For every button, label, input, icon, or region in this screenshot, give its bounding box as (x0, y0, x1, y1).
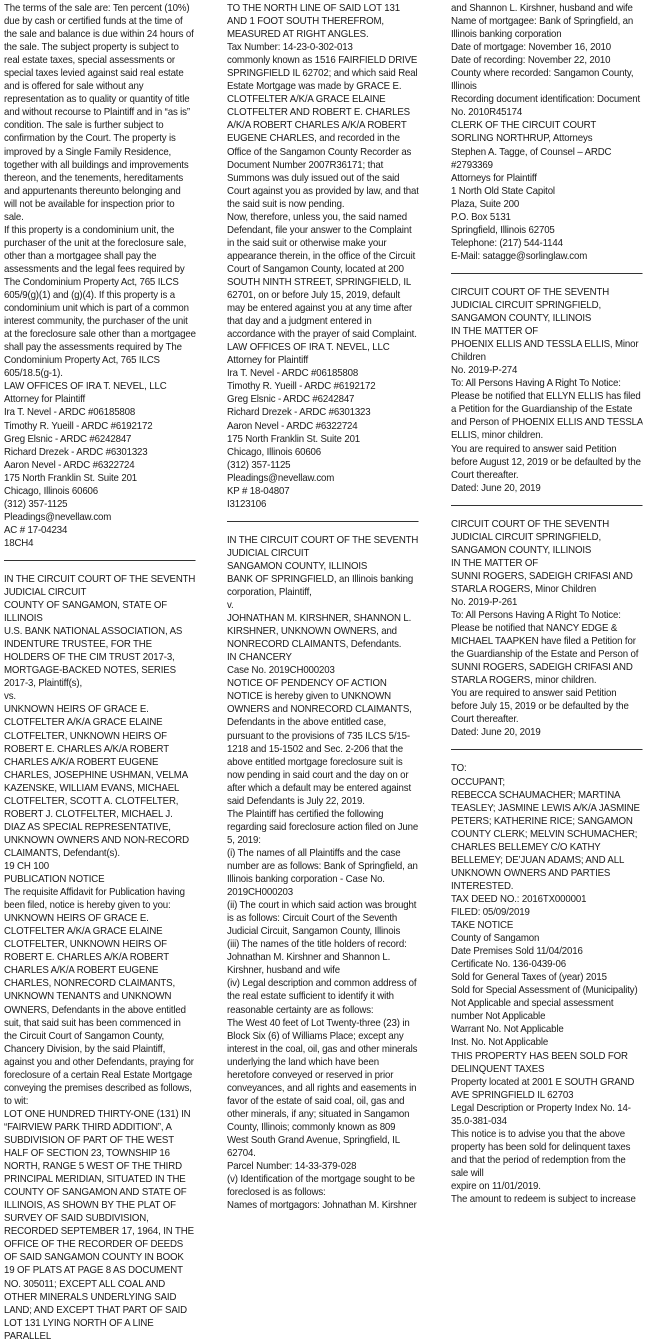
notice-line: (iii) The names of the title holders of record: Johnathan M. Kirshner and Shannon L. Kirshner, husband and wife (227, 939, 407, 977)
notice-divider (4, 560, 196, 561)
notice-line: LAW OFFICES OF IRA T. NEVEL, LLC (4, 381, 167, 393)
notice-line: Please be notified that ELLYN ELLIS has filed a Petition for the Guardianship of the Estate and Person of PHOENIX ELLIS AND TESSLA ELLIS, minor children. (450, 391, 643, 442)
notice-line: Property located at 2001 E SOUTH GRAND AVE SPRINGFIELD IL 62703 (450, 1076, 634, 1101)
notice-line: PUBLICATION NOTICE (4, 874, 105, 886)
notice-line: SORLING NORTHRUP, Attorneys (450, 133, 593, 145)
notice-pendency-of-action (227, 534, 419, 1212)
notice-line: Attorney for Plaintiff (227, 355, 309, 367)
notice-line: Richard Drezek - ARDC #6301323 (227, 407, 371, 419)
notice-line: (i) The names of all Plaintiffs and the case number are as follows: Bank of Springfield, an Illinois banking corporation - Case No. 2019CH000203 (227, 847, 419, 899)
notice-line: (v) Identification of the mortgage sought to be foreclosed is as follows: (227, 1174, 416, 1199)
notice-line: JOHNATHAN M. KIRSHNER, SHANNON L. KIRSHNER, UNKNOWN OWNERS, and NONRECORD CLAIMANTS, Defendants. (227, 613, 412, 651)
notice-divider (451, 505, 643, 506)
notice-line: 19 CH 100 (4, 861, 49, 872)
notice-line: No. 2019-P-261 (450, 596, 517, 608)
column-2 (227, 2, 419, 1340)
notice-line: SANGAMON COUNTY, ILLINOIS (227, 560, 368, 572)
notice-line: commonly known as 1516 FAIRFIELD DRIVE SPRINGFIELD IL 62702; and which said Real Estate Mortgage was made by GRACE E. CLOTFELTER A/K/A GRACE ELAINE CLOTFELTER AND ROBERT E. CHARLES A/K/A ROBERT CHARLES A/K/A ROBERT EUGENE CHARLES, and recorded in the Office of the Sangamon County Recorder as Document Number 2007R36171; that Summons was duly issued out of the said Court against you as provided by law, and that the said suit is now pending. (227, 55, 420, 210)
notice-foreclosure-sale-terms (4, 2, 196, 550)
notice-line: CLERK OF THE CIRCUIT COURT (450, 120, 596, 132)
notice-line: LAW OFFICES OF IRA T. NEVEL, LLC (227, 342, 390, 354)
notice-line: Stephen A. Tagge, of Counsel – ARDC #2793369 (450, 146, 612, 171)
notice-line: You are required to answer said Petition before July 15, 2019 or be defaulted by the Court thereafter. (450, 688, 629, 726)
notice-guardianship-ellis (451, 286, 643, 495)
notice-line: PHOENIX ELLIS AND TESSLA ELLIS, Minor Children (450, 339, 639, 364)
notice-line: P.O. Box 5131 (450, 211, 511, 223)
notice-line: Parcel Number: 14-33-379-028 (227, 1161, 357, 1173)
notice-line: Date of mortgage: November 16, 2010 (450, 42, 611, 54)
notice-line: 1 North Old State Capitol (450, 185, 555, 197)
notice-line: To: All Persons Having A Right To Notice: (450, 378, 621, 390)
notice-line: County where recorded: Sangamon County, Illinois (450, 68, 634, 93)
notice-line: CIRCUIT COURT OF THE SEVENTH JUDICIAL CIRCUIT SPRINGFIELD, SANGAMON COUNTY, ILLINOIS (450, 286, 609, 325)
notice-line: Aaron Nevel - ARDC #6322724 (4, 459, 135, 471)
notice-guardianship-rogers (451, 518, 643, 740)
notice-line: and Shannon L. Kirshner, husband and wife (450, 3, 633, 14)
notice-line: Names of mortgagors: Johnathan M. Kirshner (227, 1200, 417, 1212)
notice-line: TO THE NORTH LINE OF SAID LOT 131 AND 1 FOOT SOUTH THEREFROM, MEASURED AT RIGHT ANGLES. (227, 3, 401, 41)
notice-line: TAKE NOTICE (450, 920, 513, 932)
notice-line: TAX DEED NO.: 2016TX000001 (450, 893, 586, 905)
notice-line: SUNNI ROGERS, SADEIGH CRIFASI AND STARLA ROGERS, Minor Children (450, 570, 633, 595)
notice-line: UNKNOWN HEIRS OF GRACE E. CLOTFELTER A/K/A GRACE ELAINE CLOTFELTER, UNKNOWN HEIRS OF ROBERT E. CHARLES A/K/A ROBERT CHARLES A/K/A ROBERT EUGENE CHARLES, JOSEPHINE USHMAN, VELMA KAZENSKE, WILLIAM EVANS, MICHAEL CLOTFELTER, SCOTT A. CLOTFELTER, ROBERT J. CLOTFELTER, MICHAEL J. DIAZ AS SPECIAL REPRESENTATIVE, UNKNOWN OWNERS AND NON-RECORD CLAIMANTS, Defendant(s). (4, 704, 189, 859)
notice-line: IN THE CIRCUIT COURT OF THE SEVENTH JUDICIAL CIRCUIT (227, 534, 419, 559)
notice-line: NOTICE is hereby given to UNKNOWN OWNERS and NONRECORD CLAIMANTS, Defendants in the above entitled case, pursuant to the provisions of 735 ILCS 5/15-1218 and 15-1502 and Sec. 2-206 that the above entitled mortgage foreclosure suit is now pending in said court and the day on or after which a default may be entered against said Defendants is July 22, 2019. (227, 691, 413, 807)
notice-line: Plaza, Suite 200 (450, 198, 519, 210)
notice-line: NOTICE OF PENDENCY OF ACTION (227, 678, 388, 690)
notice-line: Richard Drezek - ARDC #6301323 (4, 446, 148, 458)
notice-line: (iv) Legal description and common address of the real estate sufficient to identify it with reasonable certainty are as follows: (227, 978, 417, 1016)
notice-line: Pleadings@nevellaw.com (227, 472, 335, 484)
notice-line: TO: (450, 763, 467, 775)
notice-line: (312) 357-1125 (227, 459, 291, 471)
notice-line: AC # 17-04234 (4, 524, 68, 536)
notice-line: This notice is to advise you that the above property has been sold for delinquent taxes and that the period of redemption from the sale will (450, 1128, 631, 1179)
notice-line: Timothy R. Yueill - ARDC #6192172 (4, 420, 153, 432)
notice-line: IN THE MATTER OF (450, 557, 538, 569)
notice-line: Ira T. Nevel - ARDC #06185808 (227, 368, 359, 380)
notice-line: Inst. No. Not Applicable (450, 1037, 548, 1049)
notice-divider (451, 749, 643, 750)
notice-line: COUNTY OF SANGAMON, STATE OF ILLINOIS (4, 600, 168, 625)
notice-line: REBECCA SCHAUMACHER; MARTINA TEASLEY; JASMINE LEWIS A/K/A JASMINE PETERS; KATHERINE RICE; SANGAMON COUNTY CLERK; MELVIN SCHUMACHER; CHARLES BELLEMEY C/O KATHY BELLEMEY; DE’JUAN ADAMS; AND ALL UNKNOWN OWNERS AND PARTIES INTERESTED. (450, 789, 640, 892)
notice-line: Date Premises Sold 11/04/2016 (450, 946, 583, 958)
notice-line: THIS PROPERTY HAS BEEN SOLD FOR DELINQUENT TAXES (450, 1050, 628, 1075)
notice-line: County of Sangamon (450, 933, 539, 945)
notice-line: Greg Elsnic - ARDC #6242847 (227, 394, 355, 406)
notice-line: The amount to redeem is subject to increase (450, 1194, 636, 1206)
legal-notices-page (4, 2, 657, 1340)
notice-line: IN THE CIRCUIT COURT OF THE SEVENTH JUDICIAL CIRCUIT (4, 573, 196, 599)
notice-line: If this property is a condominium unit, the purchaser of the unit at the foreclosure sale, other than a mortgagee shall pay the assessments and the legal fees required by The Condominium Property Act, 765 ILCS 605/9(g)(1) and (g)(4). If this property is a condominium unit which is part of a common interest community, the purchaser of the unit at the foreclosure sale other than a mortgagee shall pay the assessments required by The Condominium Property Act, 765 ILCS 605/18.5(g-1). (4, 224, 196, 380)
notice-line: (ii) The court in which said action was brought is as follows: Circuit Court of the Seventh Judicial Circuit, Sangamon County, Illinois (227, 900, 417, 938)
notice-line: Recording document identification: Document No. 2010R45174 (450, 94, 640, 119)
notice-line: Sold for General Taxes of (year) 2015 (450, 972, 607, 984)
notice-line: Now, therefore, unless you, the said named Defendant, file your answer to the Complaint in the said suit or otherwise make your appearance therein, in the office of the Circuit Court of Sangamon County, located at 200 SOUTH NINTH STREET, SPRINGFIELD, IL 62701, on or before July 15, 2019, default may be entered against you at any time after that day and a judgment entered in accordance with the prayer of said Complaint. (227, 211, 418, 341)
notice-line: v. (227, 600, 234, 612)
notice-line: Please be notified that NANCY EDGE & MICHAEL TAAPKEN have filed a Petition for the Guardianship of the Estate and Person of SUNNI ROGERS, SADEIGH CRIFASI AND STARLA ROGERS, minor children. (450, 623, 638, 687)
notice-line: vs. (4, 691, 16, 703)
notice-line: KP # 18-04807 (227, 485, 290, 497)
notice-line: Ira T. Nevel - ARDC #06185808 (4, 407, 136, 419)
notice-divider (227, 521, 419, 522)
notice-line: You are required to answer said Petition before August 12, 2019 or be defaulted by the Court thereafter. (450, 443, 641, 481)
notice-divider (451, 273, 643, 274)
notice-line: Date of recording: November 22, 2010 (450, 55, 611, 67)
notice-line: Springfield, Illinois 62705 (450, 224, 555, 236)
notice-line: 175 North Franklin St. Suite 201 (4, 472, 138, 484)
notice-line: Dated: June 20, 2019 (450, 482, 541, 494)
notice-line: Pleadings@nevellaw.com (4, 511, 112, 523)
notice-line: U.S. BANK NATIONAL ASSOCIATION, AS INDENTURE TRUSTEE, FOR THE HOLDERS OF THE CIM TRUST 2017-3, MORTGAGE-BACKED NOTES, SERIES 2017-3, Plaintiff(s), (4, 626, 183, 690)
column-3 (451, 2, 643, 1340)
notice-line: The Plaintiff has certified the following regarding said foreclosure action filed on June 5, 2019: (227, 808, 419, 846)
notice-line: Tax Number: 14-23-0-302-013 (227, 42, 354, 54)
notice-tax-deed (451, 762, 643, 1206)
notice-line: CIRCUIT COURT OF THE SEVENTH JUDICIAL CIRCUIT SPRINGFIELD, SANGAMON COUNTY, ILLINOIS (450, 518, 609, 556)
notice-line: Greg Elsnic - ARDC #6242847 (4, 433, 132, 445)
notice-line: 175 North Franklin St. Suite 201 (227, 433, 361, 445)
notice-line: The terms of the sale are: Ten percent (10%) due by cash or certified funds at the time of the sale and balance is due within 24 hours of the sale. The subject property is subject to real estate taxes, special assessments or special taxes levied against said real estate and is offered for sale without any representation as to quality or quantity of title and without recourse to Plaintiff and in “as is” condition. The sale is further subject to confirmation by the Court. The property is improved by a Single Family Residence, together with all buildings and improvements thereon, and the tenements, hereditaments and appurtenants thereunto belonging and will not be available for inspection prior to sale. (4, 3, 194, 223)
notice-line: Warrant No. Not Applicable (450, 1024, 564, 1036)
notice-line: Chicago, Illinois 60606 (4, 485, 99, 497)
notice-line: LOT ONE HUNDRED THIRTY-ONE (131) IN “FAIRVIEW PARK THIRD ADDITION”, A SUBDIVISION OF PART OF THE WEST HALF OF SECTION 23, TOWNSHIP 16 NORTH, RANGE 5 WEST OF THE THIRD PRINCIPAL MERIDIAN, SITUATED IN THE COUNTY OF SANGAMON AND STATE OF ILLINOIS, AS SHOWN BY THE PLAT OF SURVEY OF SAID SUBDIVISION, RECORDED SEPTEMBER 17, 1964, IN THE OFFICE OF THE RECORDER OF DEEDS OF SAID SANGAMON COUNTY IN BOOK 19 OF PLATS AT PAGE 8 AS DOCUMENT NO. 305011; EXCEPT ALL COAL AND OTHER MINERALS UNDERLYING SAID LAND; AND EXCEPT THAT PART OF SAID LOT 131 LYING NORTH OF A LINE PARALLEL (4, 1108, 194, 1340)
notice-line: Chicago, Illinois 60606 (227, 446, 322, 458)
notice-line: Sold for Special Assessment of (Municipality) Not Applicable and special assessment number Not Applicable (450, 985, 638, 1023)
notice-line: 18CH4 (4, 537, 34, 549)
notice-line: Certificate No. 136-0439-06 (450, 959, 566, 971)
notice-line: IN THE MATTER OF (450, 326, 538, 338)
notice-line: Aaron Nevel - ARDC #6322724 (227, 420, 358, 432)
notice-line: To: All Persons Having A Right To Notice: (450, 610, 621, 622)
notice-line: FILED: 05/09/2019 (450, 907, 530, 918)
notice-line: Case No. 2019CH000203 (227, 665, 336, 677)
notice-line: Attorneys for Plaintiff (450, 172, 537, 184)
notice-line: I3123106 (227, 498, 267, 510)
notice-pendency-continued (451, 2, 643, 263)
notice-line: Legal Description or Property Index No. 14-35.0-381-034 (450, 1102, 631, 1127)
notice-line: IN CHANCERY (227, 652, 293, 664)
notice-publication-19ch100 (4, 573, 196, 1340)
column-1 (4, 2, 196, 1340)
notice-line: The requisite Affidavit for Publication having been filed, notice is hereby given to you: UNKNOWN HEIRS OF GRACE E. CLOTFELTER A/K/A GRACE ELAINE CLOTFELTER, UNKNOWN HEIRS OF ROBERT E. CHARLES A/K/A ROBERT CHARLES A/K/A ROBERT EUGENE CHARLES, NONRECORD CLAIMANTS, UNKNOWN TENANTS and UNKNOWN OWNERS, Defendants in the above entitled suit, that said suit has been commenced in the Circuit Court of Sangamon County, Chancery Division, by the said Plaintiff, against you and other Defendants, praying for foreclosure of a certain Real Estate Mortgage conveying the premises described as follows, to wit: (4, 887, 194, 1107)
notice-line: (312) 357-1125 (4, 498, 68, 510)
notice-line: No. 2019-P-274 (450, 365, 517, 377)
notice-line: expire on 11/01/2019. (450, 1180, 541, 1192)
notice-line: Attorney for Plaintiff (4, 394, 86, 406)
notice-line: BANK OF SPRINGFIELD, an Illinois banking corporation, Plaintiff, (227, 573, 414, 599)
notice-line: Telephone: (217) 544-1144 (450, 237, 563, 249)
notice-line: Dated: June 20, 2019 (450, 727, 541, 739)
notice-publication-continued (227, 2, 419, 511)
notice-line: Name of mortgagee: Bank of Springfield, an Illinois banking corporation (450, 16, 633, 41)
notice-line: The West 40 feet of Lot Twenty-three (23) in Block Six (6) of Williams Place; except any interest in the coal, oil, gas and other minerals underlying the land which have been heretofore conveyed or reserved in prior conveyances, and all rights and easements in favor of the estate of said coal, oil, gas and other minerals, if any; situated in Sangamon County, Illinois; commonly known as 809 West South Grand Avenue, Springfield, IL 62704. (227, 1017, 418, 1160)
notice-line: E-Mail: satagge@sorlinglaw.com (450, 250, 587, 262)
notice-line: Timothy R. Yueill - ARDC #6192172 (227, 381, 376, 393)
notice-line: OCCUPANT; (450, 776, 505, 788)
